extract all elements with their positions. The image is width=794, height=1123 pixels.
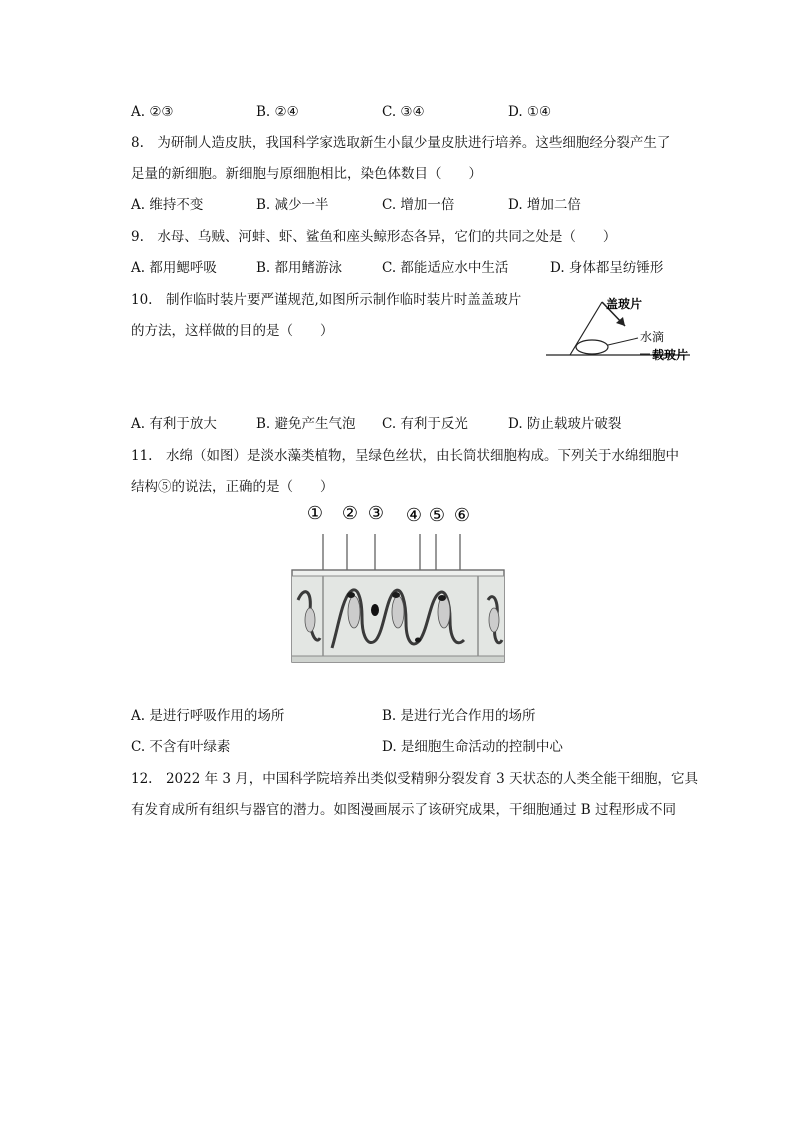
coverslip-figure (540, 288, 700, 368)
q8-stem-line1: 8. 为研制人造皮肤，我国科学家选取新生小鼠少量皮肤进行培养。这些细胞经分裂产生了 (131, 135, 671, 151)
q8-option-a: A. 维持不变 (131, 197, 204, 213)
water-drop (576, 340, 608, 354)
q10-option-a: A. 有利于放大 (131, 416, 217, 432)
q11-option-b: B. 是进行光合作用的场所 (382, 708, 536, 724)
label-cover: 盖玻片 (606, 297, 643, 311)
label-6: ⑥ (453, 505, 471, 526)
q8-stem-line2: 足量的新细胞。新细胞与原细胞相比，染色体数目（ ） (131, 166, 482, 182)
q10-stem-line1: 10. 制作临时装片要严谨规范,如图所示制作临时装片时盖盖玻片 (131, 292, 522, 308)
label-2: ② (341, 503, 359, 524)
q12-stem-line2: 有发育成所有组织与器官的潜力。如图漫画展示了该研究成果，干细胞通过 B 过程形成不同 (131, 802, 677, 818)
q9-option-d: D. 身体都呈纺锤形 (550, 260, 664, 276)
q9-option-a: A. 都用鳃呼吸 (131, 260, 217, 276)
q10-option-c: C. 有利于反光 (382, 416, 468, 432)
coverslip-line (570, 302, 602, 355)
q10-option-b: B. 避免产生气泡 (256, 416, 356, 432)
label-5: ⑤ (428, 505, 446, 526)
q9-stem-line1: 9. 水母、乌贼、河蚌、虾、鲨鱼和座头鲸形态各异，它们的共同之处是（ ） (131, 229, 617, 245)
label-slide: 载玻片 (652, 348, 689, 362)
label-1: ① (306, 503, 324, 524)
q7-option-d: D. ①④ (508, 104, 552, 120)
q7-option-a: A. ②③ (131, 104, 174, 120)
q11-option-d: D. 是细胞生命活动的控制中心 (382, 739, 563, 755)
q11-option-a: A. 是进行呼吸作用的场所 (131, 708, 285, 724)
q9-option-b: B. 都用鳍游泳 (256, 260, 343, 276)
q11-stem-line1: 11. 水绵（如图）是淡水藻类植物，呈绿色丝状，由长筒状细胞构成。下列关于水绵细胞中 (131, 448, 679, 464)
q8-option-b: B. 减少一半 (256, 197, 329, 213)
q7-option-b: B. ②④ (256, 104, 299, 120)
label-4: ④ (405, 505, 423, 526)
water-leader (608, 338, 638, 345)
spirogyra-figure (290, 500, 505, 666)
label-water: 水滴 (640, 330, 665, 344)
q8-option-d: D. 增加二倍 (508, 197, 581, 213)
q7-option-c: C. ③④ (382, 104, 425, 120)
label-3: ③ (367, 503, 385, 524)
q10-stem-line2: 的方法，这样做的目的是（ ） (131, 323, 334, 339)
q9-option-c: C. 都能适应水中生活 (382, 260, 509, 276)
q12-stem-line1: 12. 2022 年 3 月，中国科学院培养出类似受精卵分裂发育 3 天状态的人类全能干细胞，它具 (131, 771, 698, 787)
q8-option-c: C. 增加一倍 (382, 197, 455, 213)
q10-option-d: D. 防止载玻片破裂 (508, 416, 622, 432)
q11-stem-line2: 结构⑤的说法，正确的是（ ） (131, 479, 334, 495)
q11-option-c: C. 不含有叶绿素 (131, 739, 231, 755)
nucleus (371, 604, 379, 616)
